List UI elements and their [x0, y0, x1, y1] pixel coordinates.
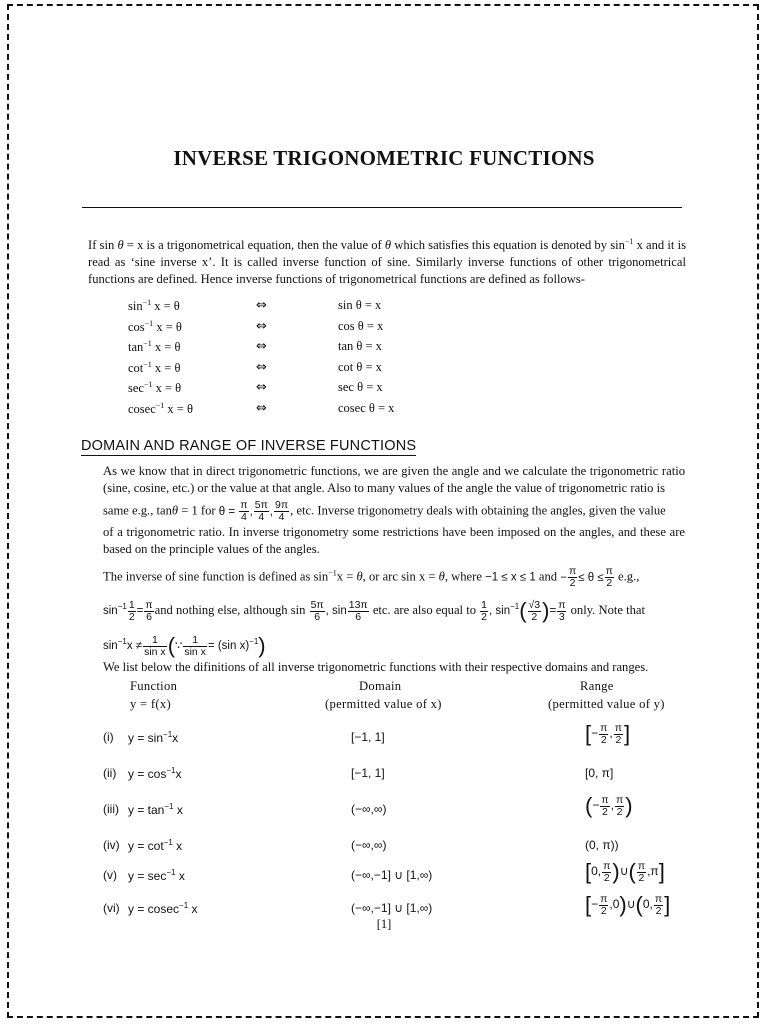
page-number: [1] — [376, 917, 392, 931]
theta-symbol: θ — [117, 238, 124, 253]
theta-symbol: θ — [438, 569, 445, 584]
domain-value: (−∞,∞) — [351, 802, 387, 816]
text: , etc. Inverse trigonometry deals with obtaining the angles, given the value — [290, 503, 666, 518]
definition-row — [128, 360, 448, 380]
theta-symbol: θ — [384, 238, 392, 253]
table-row — [103, 859, 683, 894]
math-expr: $\frac{1}{2}$ , $\sin^{-1}$( $\frac{√3}{2}$ )= $\frac{\pi}{3}$ — [481, 598, 566, 623]
equivalence-arrow-icon: ⇔ — [256, 298, 267, 313]
equivalence-arrow-icon: ⇔ — [256, 339, 267, 354]
row-number: (iii) — [103, 802, 119, 816]
row-number: (ii) — [103, 766, 117, 780]
text: The inverse of sine function is defined as sin — [103, 569, 329, 584]
inverse-form: $\cos^{-1} x = \theta$ — [128, 318, 182, 334]
intro-text-2: = x is a trigonometrical equation, then the value of — [126, 238, 382, 253]
math-expr: θ = $\frac{\pi}{4}$ , $\frac{5\pi}{4}$ , $\frac{9\pi}{4}$ — [218, 499, 289, 523]
definition-row — [128, 339, 448, 359]
math-expr: $\frac{5\pi}{6}$ , sin $\frac{13\pi}{6}$ — [310, 598, 368, 623]
col-range-subheader: (permitted value of y) — [548, 697, 665, 711]
text: and — [538, 569, 558, 584]
range-value: (− $\frac{\pi}{2}$ , $\frac{\pi}{2}$ ) — [585, 793, 633, 818]
table-row — [103, 766, 683, 792]
direct-form: cot θ = x — [338, 359, 382, 374]
theta-symbol: θ — [171, 503, 179, 518]
domain-paragraph-c: of a trigonometric ratio. In inverse trigonometry some restrictions have been imposed on the angles, and these are based on the principle values of the angles. — [103, 525, 685, 556]
text: and nothing else, although sin — [154, 603, 306, 618]
equivalence-arrow-icon: ⇔ — [256, 400, 267, 416]
col-range-header: Range — [580, 679, 614, 693]
math-expr: −1 ≤ x ≤ 1 — [485, 571, 536, 584]
direct-form: sin θ = x — [338, 298, 382, 312]
text: e.g., — [618, 569, 640, 584]
direct-form: cosec θ = x — [338, 400, 395, 415]
col-function-subheader: y = f(x) — [130, 697, 171, 711]
direct-form: tan θ = x — [338, 339, 382, 353]
domain-value: (−∞,−1] ∪ [1,∞) — [351, 901, 433, 915]
function-expr: y = cosec$^{-1}$ x — [128, 901, 198, 916]
domain-value: [−1, 1] — [351, 766, 385, 780]
definition-row — [128, 380, 448, 400]
inverse-form: cosec$^{-1}$ x = θ — [128, 400, 193, 416]
function-expr: $y = \sin^{-1}x$ — [128, 730, 179, 745]
direct-form: cos θ = x — [338, 318, 384, 333]
table-row — [103, 721, 683, 756]
list-intro: We list below the difinitions of all inverse trigonometric functions with their respective domains and ranges. — [103, 660, 649, 674]
row-number: (iv) — [103, 838, 120, 852]
range-value: [0, $\frac{\pi}{2}$ )∪( $\frac{\pi}{2}$ ,π] — [585, 859, 665, 884]
domain-paragraph-b — [103, 500, 666, 523]
table-row — [103, 793, 683, 828]
text: , or arc sin x = — [362, 569, 436, 584]
intro-text-4: x and it is read as ‘sine inverse x’. It is called inverse function of sine. Similarly inverse functions of other trigonometrical functions are defined. Hence inverse functions of trigonometrical functions are defined as follows- — [88, 238, 686, 287]
math-expr: $\sin^{-1}x$ ≠ $\frac{1}{\text{sin x}}$ (∵ $\frac{1}{\text{sin x}}$ = (sin x)$^{-1}$) — [103, 633, 266, 658]
range-value: [− $\frac{\pi}{2}$ , $\frac{\pi}{2}$ ] — [585, 721, 631, 746]
function-expr: $y = \sec^{-1} x$ — [128, 868, 185, 883]
text: only. Note that — [570, 603, 645, 618]
row-number: (vi) — [103, 901, 120, 915]
text: same e.g., tan — [103, 503, 172, 518]
text: x = — [336, 569, 354, 584]
equivalence-arrow-icon: ⇔ — [256, 380, 267, 395]
direct-form: sec θ = x — [338, 380, 383, 394]
definition-row — [128, 298, 448, 318]
page-title: INVERSE TRIGONOMETRIC FUNCTIONS — [173, 146, 595, 170]
row-number: (i) — [103, 730, 114, 744]
inverse-form: $\tan^{-1} x = \theta$ — [128, 339, 181, 355]
inverse-form: $\sec^{-1} x = \theta$ — [128, 380, 182, 396]
equivalence-arrow-icon: ⇔ — [256, 318, 267, 334]
math-expr: − $\frac{\pi}{2}$ ≤ θ ≤ $\frac{\pi}{2}$ — [560, 565, 613, 589]
intro-text-3: which satisfies this equation is denoted by sin — [394, 238, 625, 253]
range-value: [− $\frac{\pi}{2}$ ,0)∪(0, $\frac{\pi}{2}$ ] — [585, 892, 671, 917]
col-domain-header: Domain — [359, 679, 402, 693]
theta-symbol: θ — [356, 569, 363, 584]
note-expression — [103, 633, 266, 659]
text: = 1 for — [181, 503, 216, 518]
range-value: [0, π] — [585, 766, 614, 780]
inverse-form: $\cot^{-1} x = \theta$ — [128, 359, 181, 375]
domain-value: (−∞,−1] ∪ [1,∞) — [351, 868, 433, 882]
definition-row — [128, 401, 448, 421]
intro-paragraph: If sin θ = x is a trigonometrical equation, then the value of θ which satisfies this equation is denoted by $\sin^{-1} x$ and it is read as ‘sine inverse x’. It is called inverse function of sine. Similarly inverse functions of other trigonometrical functions are defined. Hence inverse functions of trigonometrical functions are defined as follows- — [88, 237, 686, 287]
inverse-sine-line: The inverse of sine function is defined as $\sin^{-1}x = \theta$, or arc sin x = θ, where −1 ≤ x ≤ 1 and − $\frac{\pi}{2}$ ≤ θ ≤ $\frac{\pi}{2}$ e.g., — [103, 565, 640, 589]
text: etc. are also equal to — [372, 603, 476, 618]
section-heading: DOMAIN AND RANGE OF INVERSE FUNCTIONS — [81, 438, 417, 454]
text: , where — [444, 569, 482, 584]
col-domain-subheader: (permitted value of x) — [325, 697, 442, 711]
title-rule — [82, 207, 682, 208]
function-expr: $y = \cot^{-1} x$ — [128, 838, 183, 853]
function-expr: $y = \cos^{-1}x$ — [128, 766, 182, 781]
domain-value: [−1, 1] — [351, 730, 385, 744]
inverse-form: $\sin^{-1} x = \theta$ — [128, 298, 180, 314]
definition-row — [128, 319, 448, 339]
domain-paragraph-a: As we know that in direct trigonometric functions, we are given the angle and we calculate the trigonometric ratio (sine, cosine, etc.) or the value at that angle. Also to many values of the angle the value of trigonometric ratio is — [103, 464, 685, 495]
domain-value: (−∞,∞) — [351, 838, 387, 852]
function-expr: $y = \tan^{-1} x$ — [128, 802, 183, 817]
math-expr: $\sin^{-1}$ $\frac{1}{2}$ = $\frac{\pi}{6}$ — [103, 598, 153, 623]
row-number: (v) — [103, 868, 117, 882]
intro-text-1: If sin — [88, 238, 115, 253]
inverse-sine-example — [103, 598, 645, 624]
col-function-header: Function — [130, 679, 178, 693]
equivalence-arrow-icon: ⇔ — [256, 359, 267, 375]
range-value: (0, π)) — [585, 838, 619, 852]
